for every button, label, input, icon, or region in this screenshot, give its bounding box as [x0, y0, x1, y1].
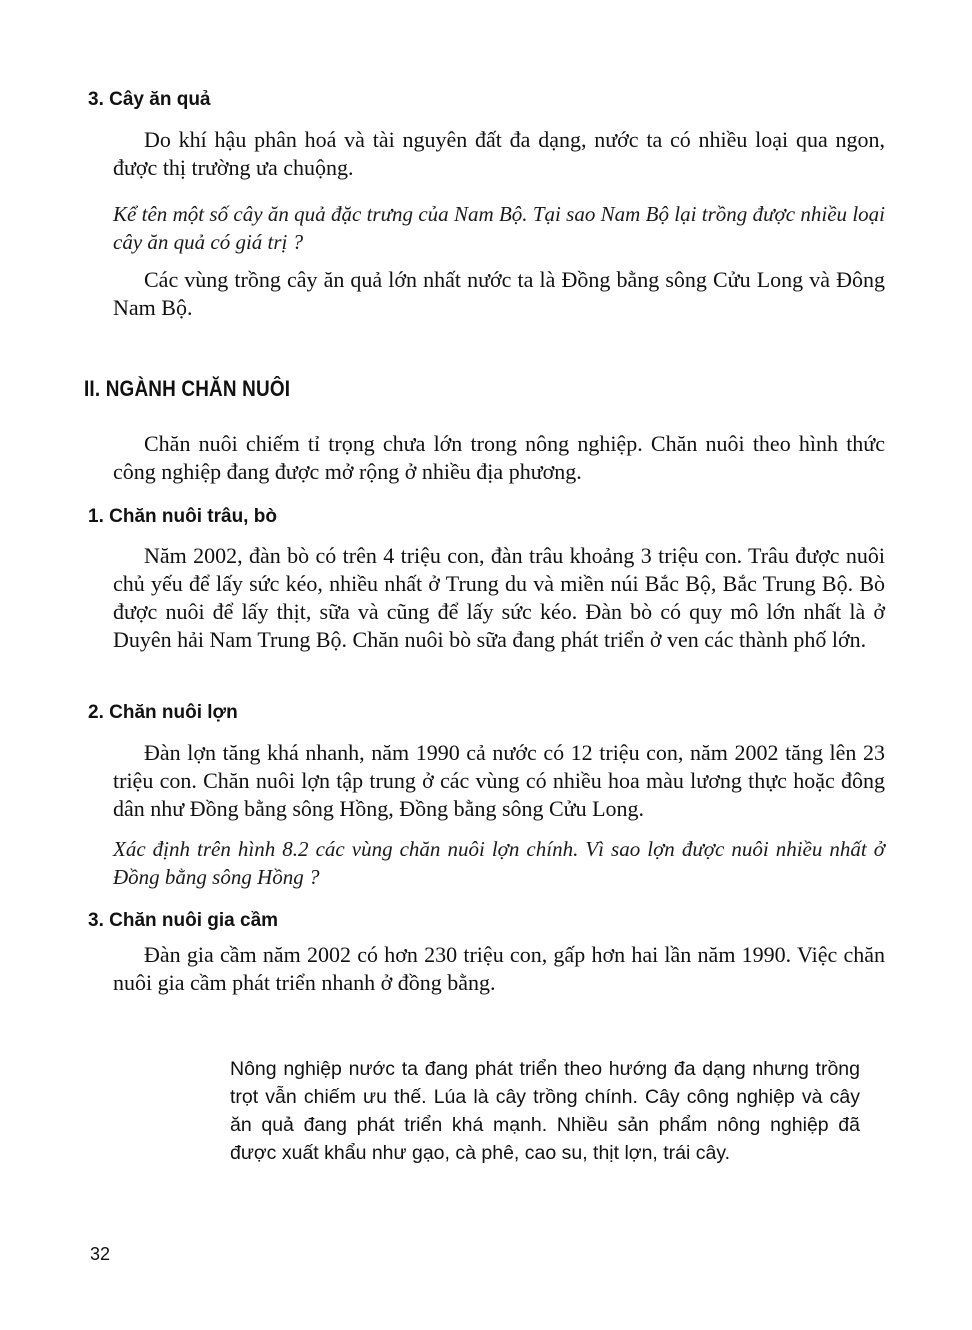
livestock-intro-paragraph: Chăn nuôi chiếm tỉ trọng chưa lớn trong nông nghiệp. Chăn nuôi theo hình thức công nghiệp đang được mở rộng ở nhiều địa phương.: [113, 431, 885, 484]
cattle-paragraph: Năm 2002, đàn bò có trên 4 triệu con, đàn trâu khoảng 3 triệu con. Trâu được nuôi chủ yếu để lấy sức kéo, nhiều nhất ở Trung du và miền núi Bắc Bộ, Bắc Trung Bộ. Bò được nuôi để lấy thịt, sữa và cũng để lấy sức kéo. Đàn bò có quy mô lớn nhất là ở Duyên hải Nam Trung Bộ. Chăn nuôi bò sữa đang phát triển ở ven các thành phố lớn.: [113, 543, 885, 652]
fruit-trees-question: Kể tên một số cây ăn quả đặc trưng của Nam Bộ. Tại sao Nam Bộ lại trồng được nhiều loại cây ăn quả có giá trị ?: [113, 202, 885, 254]
fruit-trees-paragraph: Do khí hậu phân hoá và tài nguyên đất đa dạng, nước ta có nhiều loại qua ngon, được thị trường ưa chuộng.: [113, 127, 885, 180]
livestock-section-heading: II. NGÀNH CHĂN NUÔI: [84, 376, 291, 401]
pigs-question: Xác định trên hình 8.2 các vùng chăn nuôi lợn chính. Vì sao lợn được nuôi nhiều nhất ở Đồng bằng sông Hồng ?: [113, 837, 885, 889]
page-number: 32: [90, 1244, 111, 1264]
pigs-heading: 2. Chăn nuôi lợn: [88, 702, 238, 723]
pigs-paragraph: Đàn lợn tăng khá nhanh, năm 1990 cả nước có 12 triệu con, năm 2002 tăng lên 23 triệu con. Chăn nuôi lợn tập trung ở các vùng có nhiều hoa màu lương thực hoặc đông dân như Đồng bằng sông Hồng, Đồng bằng sông Cửu Long.: [113, 740, 885, 821]
poultry-paragraph: Đàn gia cầm năm 2002 có hơn 230 triệu con, gấp hơn hai lần năm 1990. Việc chăn nuôi gia cầm phát triển nhanh ở đồng bằng.: [113, 942, 885, 995]
lesson-summary-box: Nông nghiệp nước ta đang phát triển theo hướng đa dạng nhưng trồng trọt vẫn chiếm ưu thế. Lúa là cây trồng chính. Cây công nghiệp và cây ăn quả đang phát triển khá mạnh. Nhiều sản phẩm nông nghiệp đã được xuất khẩu như gạo, cà phê, cao su, thịt lợn, trái cây.: [230, 1058, 860, 1164]
cattle-heading: 1. Chăn nuôi trâu, bò: [88, 506, 277, 527]
poultry-heading: 3. Chăn nuôi gia cầm: [88, 910, 279, 931]
fruit-trees-heading: 3. Cây ăn quả: [88, 89, 211, 110]
fruit-trees-regions-paragraph: Các vùng trồng cây ăn quả lớn nhất nước ta là Đồng bằng sông Cửu Long và Đông Nam Bộ.: [113, 267, 885, 320]
